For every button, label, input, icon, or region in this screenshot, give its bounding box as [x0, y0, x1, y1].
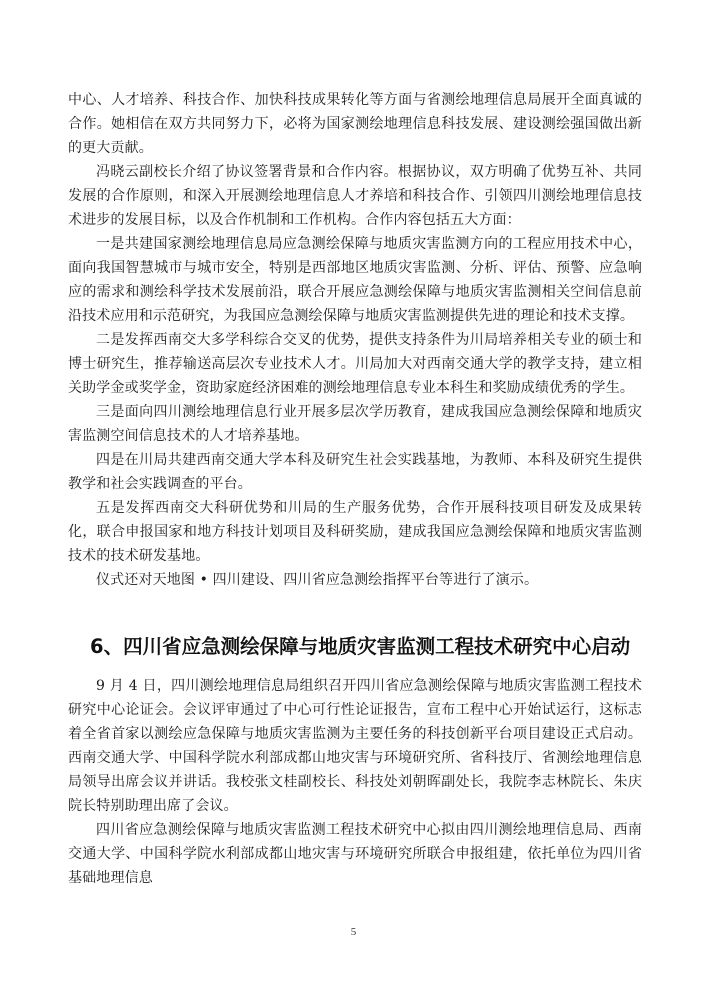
- paragraph: 四川省应急测绘保障与地质灾害监测工程技术研究中心拟由四川测绘地理信息局、西南交通大学、中国科学院水利部成都山地灾害与环境研究所联合申报组建，依托单位为四川省基础地理信息: [68, 822, 642, 886]
- paragraph: 二是发挥西南交大多学科综合交叉的优势，提供支持条件为川局培养相关专业的硕士和博士研究生，推荐输送高层次专业技术人才。川局加大对西南交通大学的教学支持，建立相关助学金或奖学金，资助家庭经济困难的测绘地理信息专业本科生和奖励成绩优秀的学生。: [68, 332, 642, 396]
- page-number: 5: [350, 926, 357, 938]
- paragraph: 三是面向四川测绘地理信息行业开展多层次学历教育，建成我国应急测绘保障和地质灾害监测空间信息技术的人才培养基地。: [68, 404, 642, 444]
- page-content: [68, 88, 642, 890]
- section-heading: 6、四川省应急测绘保障与地质灾害监测工程技术研究中心启动: [90, 635, 631, 658]
- paragraph: 五是发挥西南交大科研优势和川局的生产服务优势，合作开展科技项目研发及成果转化，联合申报国家和地方科技计划项目及科研奖励，建成我国应急测绘保障和地质灾害监测技术的技术研发基地。: [68, 500, 642, 564]
- paragraph: 中心、人才培养、科技合作、加快科技成果转化等方面与省测绘地理信息局展开全面真诚的合作。她相信在双方共同努力下，必将为国家测绘地理信息科技发展、建设测绘强国做出新的更大贡献。: [68, 92, 642, 156]
- paragraph: 仪式还对天地图 • 四川建设、四川省应急测绘指挥平台等进行了演示。: [96, 572, 539, 588]
- paragraph: 四是在川局共建西南交通大学本科及研究生社会实践基地，为教师、本科及研究生提供教学和社会实践调查的平台。: [68, 452, 642, 492]
- paragraph: 一是共建国家测绘地理信息局应急测绘保障与地质灾害监测方向的工程应用技术中心，面向我国智慧城市与城市安全，特别是西部地区地质灾害监测、分析、评估、预警、应急响应的需求和测绘科学技术发展前沿，联合开展应急测绘保障与地质灾害监测相关空间信息前沿技术应用和示范研究，为我国应急测绘保障与地质灾害监测提供先进的理论和技术支撑。: [68, 236, 642, 324]
- paragraphs-bottom: [68, 674, 642, 890]
- paragraph: 9 月 4 日，四川测绘地理信息局组织召开四川省应急测绘保障与地质灾害监测工程技术研究中心论证会。会议评审通过了中心可行性论证报告，宣布工程中心开始试运行，这标志着全省首家以测绘应急保障与地质灾害监测为主要任务的科技创新平台项目建设正式启动。西南交通大学、中国科学院水利部成都山地灾害与环境研究所、省科技厅、省测绘地理信息局领导出席会议并讲话。我校张文桂副校长、科技处刘朝晖副处长，我院李志林院长、朱庆院长特别助理出席了会议。: [68, 678, 642, 814]
- paragraph: 冯晓云副校长介绍了协议签署背景和合作内容。根据协议，双方明确了优势互补、共同发展的合作原则，和深入开展测绘地理信息人才养培和科技合作、引领四川测绘地理信息技术进步的发展目标，以及合作机制和工作机构。合作内容包括五大方面：: [68, 164, 642, 228]
- paragraphs-top: [68, 88, 642, 592]
